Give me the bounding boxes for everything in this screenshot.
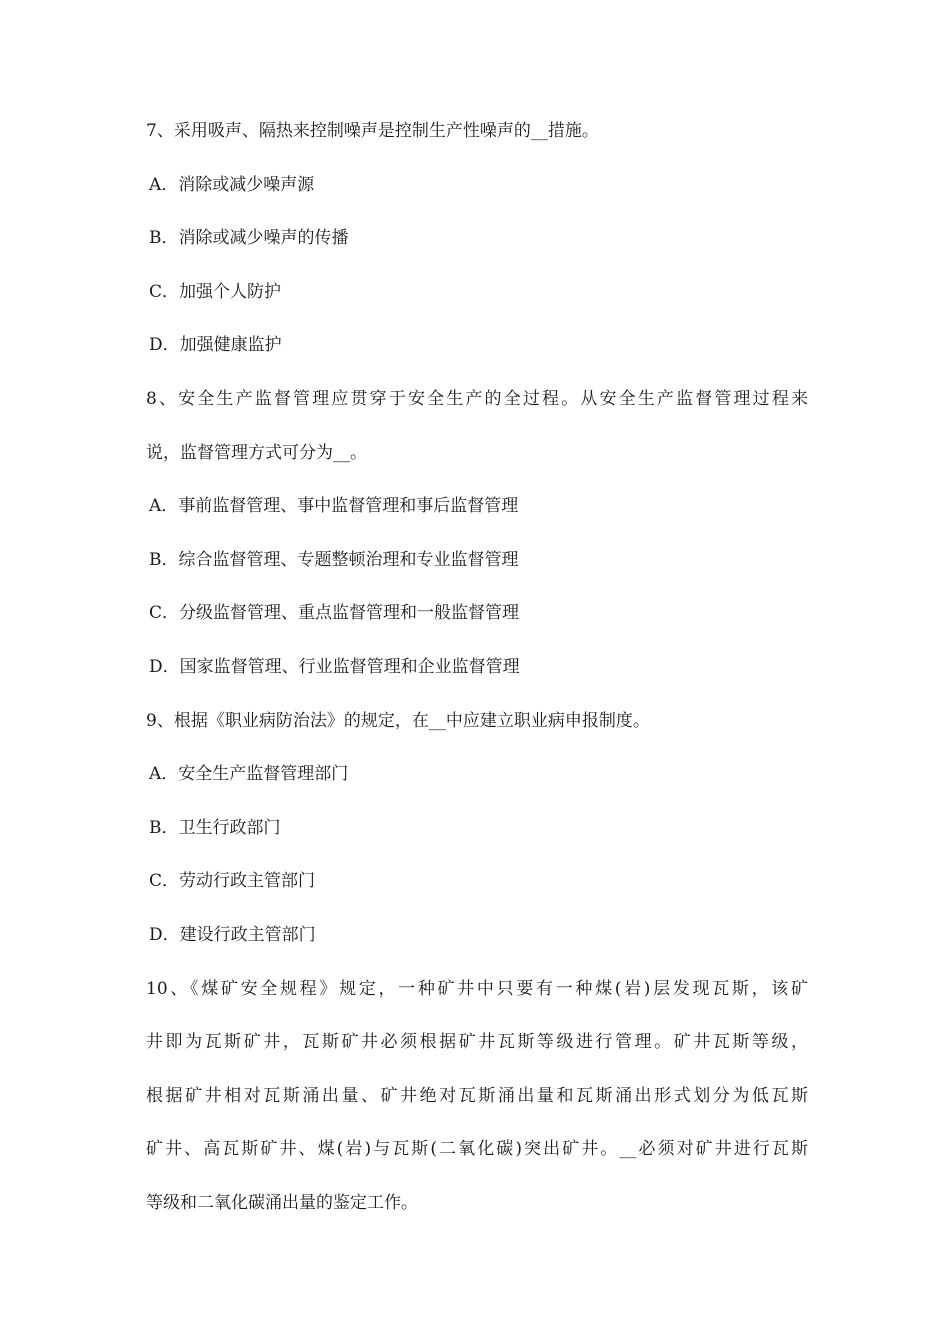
question-9-option-a: A．安全生产监督管理部门 [149,764,349,785]
exam-content [146,118,808,1243]
question-8-option-b: B．综合监督管理、专题整顿治理和专业监督管理 [149,549,519,570]
question-9-option-c: C．劳动行政主管部门 [149,871,316,892]
question-8-option-c: C．分级监督管理、重点监督管理和一般监督管理 [149,603,520,624]
question-9-option-d: D．建设行政主管部门 [149,924,316,945]
question-9-option-b: B．卫生行政部门 [149,817,281,838]
question-10-stem-line-5: 等级和二氧化碳涌出量的鉴定工作。 [146,1192,418,1213]
question-8-option-a: A．事前监督管理、事中监督管理和事后监督管理 [149,496,519,517]
question-8-stem-line-1: 8、安全生产监督管理应贯穿于安全生产的全过程。从安全生产监督管理过程来 [146,388,808,409]
question-10-stem-line-3: 根据矿井相对瓦斯涌出量、矿井绝对瓦斯涌出量和瓦斯涌出形式划分为低瓦斯 [146,1085,808,1106]
question-10-stem-line-4: 矿井、高瓦斯矿井、煤(岩)与瓦斯(二氧化碳)突出矿井。__必须对矿井进行瓦斯 [146,1139,808,1160]
question-8-stem-line-2: 说，监督管理方式可分为__。 [146,442,367,463]
question-7-option-b: B．消除或减少噪声的传播 [149,228,349,249]
question-7-option-c: C．加强个人防护 [149,281,282,302]
question-8-option-d: D．国家监督管理、行业监督管理和企业监督管理 [149,656,520,677]
question-10-stem-line-2: 井即为瓦斯矿井，瓦斯矿井必须根据矿井瓦斯等级进行管理。矿井瓦斯等级， [146,1032,808,1053]
question-7-stem: 7、采用吸声、隔热来控制噪声是控制生产性噪声的__措施。 [146,121,599,141]
question-7-option-a: A．消除或减少噪声源 [149,174,315,195]
question-7-option-d: D．加强健康监护 [149,335,282,356]
question-9-stem: 9、根据《职业病防治法》的规定，在__中应建立职业病申报制度。 [146,710,650,731]
question-10-stem-line-1: 10、《煤矿安全规程》规定，一种矿井中只要有一种煤(岩)层发现瓦斯，该矿 [146,978,808,999]
